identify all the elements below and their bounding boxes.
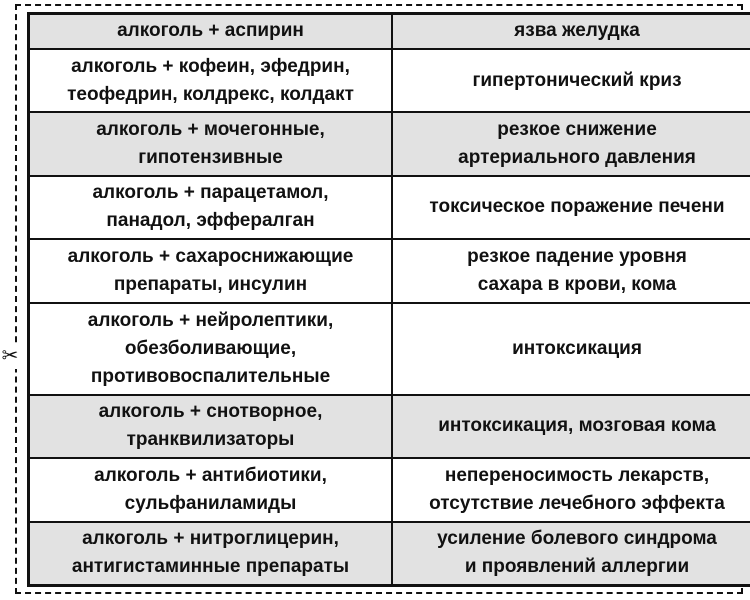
drug-combination-cell: алкоголь + мочегонные, гипотензивные: [29, 112, 393, 175]
effect-cell: интоксикация: [392, 303, 750, 395]
scissors-icon: ✂: [1, 345, 19, 367]
drug-combination-cell: алкоголь + аспирин: [29, 14, 393, 49]
effect-cell: непереносимость лекарств, отсутствие лечебного эффекта: [392, 458, 750, 521]
drug-combination-cell: алкоголь + снотворное, транквилизаторы: [29, 395, 393, 458]
table-row: [29, 112, 750, 175]
drug-alcohol-interaction-table: [27, 12, 750, 587]
effect-cell: токсическое поражение печени: [392, 176, 750, 239]
effect-cell: резкое падение уровня сахара в крови, кома: [392, 239, 750, 302]
table-row: [29, 522, 750, 586]
effect-cell: усиление болевого синдрома и проявлений аллергии: [392, 522, 750, 586]
table-row: [29, 458, 750, 521]
drug-combination-cell: алкоголь + нейролептики, обезболивающие, противовоспалительные: [29, 303, 393, 395]
effect-cell: язва желудка: [392, 14, 750, 49]
table-row: [29, 239, 750, 302]
table-row: [29, 49, 750, 112]
table-row: [29, 395, 750, 458]
table-row: [29, 176, 750, 239]
table-row: [29, 303, 750, 395]
drug-combination-cell: алкоголь + парацетамол, панадол, эффералган: [29, 176, 393, 239]
effect-cell: интоксикация, мозговая кома: [392, 395, 750, 458]
drug-combination-cell: алкоголь + кофеин, эфедрин, теофедрин, колдрекс, колдакт: [29, 49, 393, 112]
drug-combination-cell: алкоголь + нитроглицерин, антигистаминные препараты: [29, 522, 393, 586]
drug-combination-cell: алкоголь + сахароснижающие препараты, инсулин: [29, 239, 393, 302]
drug-combination-cell: алкоголь + антибиотики, сульфаниламиды: [29, 458, 393, 521]
effect-cell: гипертонический криз: [392, 49, 750, 112]
effect-cell: резкое снижение артериального давления: [392, 112, 750, 175]
table-row: [29, 14, 750, 49]
